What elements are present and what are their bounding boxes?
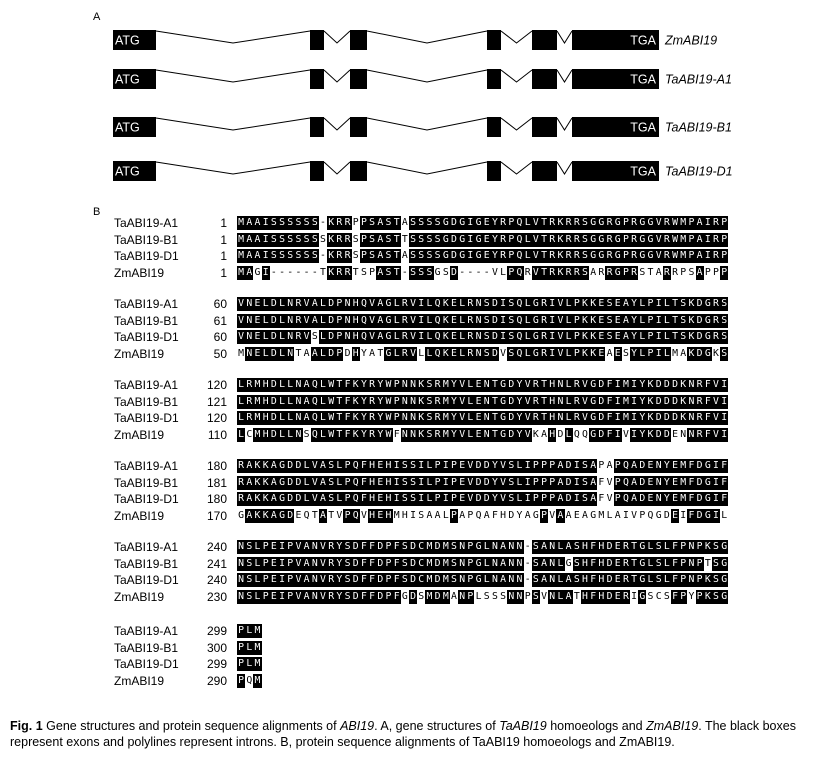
exon-box: [350, 161, 367, 181]
start-codon-label: ATG: [115, 33, 140, 48]
intron-line: [324, 31, 350, 43]
sequence-position: 299: [206, 657, 227, 671]
sequence-residues: L R M H D L L N A Q L W T F K Y R Y W P N N K S R M Y V L E N T G D Y V R T H N L R V G D F I M I Y K D D D K N R F V I: [238, 395, 728, 407]
sequence-position: 299: [206, 624, 227, 638]
sequence-name: TaABI19-D1: [114, 249, 179, 263]
exon-box: [532, 161, 557, 181]
intron-line: [367, 70, 487, 82]
sequence-name: TaABI19-B1: [114, 394, 179, 409]
exon-box: [487, 161, 501, 181]
sequence-name: TaABI19-B1: [114, 232, 179, 247]
sequence-name: TaABI19-B1: [114, 313, 179, 328]
intron-line: [324, 162, 350, 174]
sequence-name: TaABI19-B1: [114, 475, 179, 490]
stop-codon-label: TGA: [630, 33, 656, 48]
exon-box: [487, 69, 501, 89]
exon-box: [350, 69, 367, 89]
gene-name-label: TaABI19-B1: [665, 120, 732, 135]
sequence-position: 181: [206, 475, 227, 490]
sequence-position: 1: [220, 249, 227, 263]
intron-line: [367, 118, 487, 130]
sequence-residues: P Q M: [238, 674, 261, 686]
exon-box: [310, 69, 324, 89]
sequence-residues: P L M: [238, 625, 261, 636]
exon-box: [532, 69, 557, 89]
exon-box: [532, 117, 557, 137]
sequence-position: 1: [220, 232, 227, 247]
exon-box: [350, 117, 367, 137]
sequence-position: 241: [206, 556, 227, 571]
gene-name-label: TaABI19-D1: [665, 164, 733, 179]
sequence-residues: G A K K A G D E Q T A T V P Q V H E H M H I S A A L P A P Q A F H D Y A G P V A A E A G M L A I V P Q G D E I F D G I L: [238, 509, 728, 521]
sequence-position: 60: [213, 330, 227, 344]
sequence-residues: P L M: [238, 658, 261, 669]
sequence-residues: N S L P E I P V A N V R Y S D F F D P F S D C M D M S N P G L N A N N - S A N L A S H F H D E R T G L S L F P N P K S G: [238, 574, 728, 585]
sequence-position: 120: [206, 411, 227, 425]
intron-line: [501, 70, 532, 82]
stop-codon-label: TGA: [630, 72, 656, 87]
exon-box: [487, 117, 501, 137]
intron-line: [156, 162, 310, 174]
stop-codon-label: TGA: [630, 120, 656, 135]
exon-box: [350, 30, 367, 50]
sequence-position: 290: [206, 673, 227, 688]
sequence-name: ZmABI19: [114, 673, 165, 688]
sequence-name: TaABI19-D1: [114, 411, 179, 425]
sequence-name: TaABI19-A1: [114, 459, 179, 473]
sequence-name: TaABI19-A1: [114, 216, 179, 230]
intron-line: [324, 70, 350, 82]
sequence-position: 300: [206, 640, 227, 655]
sequence-name: TaABI19-A1: [114, 624, 179, 638]
sequence-residues: M N E L D L N T A A L D P D H Y A T G L R V L L Q K E L R N S D V S Q L G R I V L P K K E A E S Y L P I L M A K D G K S: [238, 347, 728, 359]
sequence-name: ZmABI19: [114, 508, 165, 523]
sequence-position: 50: [213, 346, 227, 361]
sequence-residues: L R M H D L L N A Q L W T F K Y R Y W P N N K S R M Y V L E N T G D Y V R T H N L R V G D F I M I Y K D D D K N R F V I: [238, 412, 728, 423]
sequence-position: 240: [206, 573, 227, 587]
sequence-position: 240: [206, 540, 227, 554]
intron-line: [557, 31, 572, 43]
intron-line: [501, 118, 532, 130]
intron-line: [156, 31, 310, 43]
intron-line: [324, 118, 350, 130]
sequence-residues: L C M H D L L N S Q L W T F K Y R Y W F N N K S R M Y V L E N T G D Y V K A H D L Q Q G D F I V I Y K D D E N N R F V I: [238, 428, 728, 440]
sequence-position: 61: [213, 313, 227, 328]
gene-model-TaABI19-A1: [113, 69, 732, 89]
gene-model-TaABI19-D1: [113, 161, 733, 181]
sequence-residues: V N E L D L N R V A L D P N H Q V A G L R V I L Q K E L R N S D I S Q L G R I V L P K K E S E A Y L P I L T S K D G R S: [238, 314, 728, 326]
sequence-residues: M A A I S S S S S S S K R R S P S A S T T S S S S G D G I G E Y R P Q L V T R K R R S G G R G P R G G V R W M P A I R P: [238, 233, 728, 245]
sequence-name: TaABI19-D1: [114, 330, 179, 344]
start-codon-label: ATG: [115, 120, 140, 135]
sequence-name: TaABI19-B1: [114, 640, 179, 655]
sequence-residues: P L M: [238, 641, 261, 653]
gene-name-label: ZmABI19: [665, 33, 718, 48]
sequence-name: TaABI19-D1: [114, 657, 179, 671]
exon-box: [487, 30, 501, 50]
sequence-residues: R A K K A G D D L V A S L P Q F H E H I S S I L P I P E V D D Y V S L I P P P A D I S A F V P Q A D E N Y E M F D G I F: [238, 476, 728, 488]
sequence-name: TaABI19-A1: [114, 378, 179, 392]
start-codon-label: ATG: [115, 164, 140, 179]
panel-a-label: A: [93, 11, 101, 23]
intron-line: [557, 70, 572, 82]
sequence-residues: R A K K A G D D L V A S L P Q F H E H I S S I L P I P E V D D Y V S L I P P P A D I S A P A P Q A D E N Y E M F D G I F: [238, 460, 728, 471]
intron-line: [156, 70, 310, 82]
intron-line: [156, 118, 310, 130]
sequence-residues: M A A I S S S S S S - K R R S P S A S T A S S S S G D G I G E Y R P Q L V T R K R R S G G R G P R G G V R W M P A I R P: [238, 250, 728, 261]
gene-model-ZmABI19: [113, 30, 717, 50]
sequence-position: 170: [206, 508, 227, 523]
intron-line: [367, 162, 487, 174]
sequence-residues: V N E L D L N R V S L D P N H Q V A G L R V I L Q K E L R N S D I S Q L G R I V L P K K E S E A Y L P I L T S K D G R S: [238, 331, 728, 342]
sequence-residues: M A G I - - - - - - T K R R T S P A S T - S S S G S D - - - - V L P Q R V T R K R R S A R R G P R S T A R R P S A P P P: [238, 266, 728, 278]
sequence-name: TaABI19-B1: [114, 556, 179, 571]
sequence-name: TaABI19-D1: [114, 492, 179, 506]
sequence-name: ZmABI19: [114, 265, 165, 280]
sequence-residues: R A K K A G D D L V A S L P Q F H E H I S S I L P I P E V D D Y V S L I P P P A D I S A F V P Q A D E N Y E M F D G I F: [238, 493, 728, 504]
gene-structure-diagram: [0, 0, 835, 200]
sequence-residues: V N E L D L N R V A L D P N H Q V A G L R V I L Q K E L R N S D I S Q L G R I V L P K K E S E A Y L P I L T S K D G R S: [238, 298, 728, 309]
sequence-position: 1: [220, 216, 227, 230]
sequence-position: 1: [220, 265, 227, 280]
sequence-name: TaABI19-A1: [114, 297, 179, 311]
sequence-position: 120: [206, 378, 227, 392]
sequence-name: TaABI19-D1: [114, 573, 179, 587]
sequence-residues: N S L P E I P V A N V R Y S D F F D P F S D C M D M S N P G L N A N N - S A N L A S H F H D E R T G L S L F P N P K S G: [238, 541, 728, 552]
sequence-name: ZmABI19: [114, 589, 165, 604]
sequence-position: 121: [206, 394, 227, 409]
panel-b-label: B: [93, 206, 101, 218]
exon-box: [532, 30, 557, 50]
sequence-position: 230: [206, 589, 227, 604]
figure-caption: Fig. 1 Gene structures and protein sequence alignments of ABI19. A, gene structures of TaABI19 homoeologs and ZmABI19. The black boxes represent exons and polylines represent introns. B, protein sequence alignments of TaABI19 homoeologs and ZmABI19.: [10, 719, 796, 749]
sequence-residues: N S L P E I P V A N V R Y S D F F D P F S D C M D M S N P G L N A N N - S A N L G S H F H D E R T G L S L F P N P T S G: [238, 557, 728, 569]
sequence-residues: N S L P E I P V A N V R Y S D F F D P F G D S M D M A N P L S S S N N P S V N L A T H F H D E R I G S C S F P Y P K S G: [238, 590, 728, 602]
sequence-name: ZmABI19: [114, 427, 165, 442]
sequence-residues: L R M H D L L N A Q L W T F K Y R Y W P N N K S R M Y V L E N T G D Y V R T H N L R V G D F I M I Y K D D D K N R F V I: [238, 379, 728, 390]
gene-model-TaABI19-B1: [113, 117, 732, 137]
sequence-position: 60: [213, 297, 227, 311]
intron-line: [557, 162, 572, 174]
start-codon-label: ATG: [115, 72, 140, 87]
sequence-position: 180: [206, 492, 227, 506]
stop-codon-label: TGA: [630, 164, 656, 179]
caption-fig-label: Fig. 1: [10, 719, 43, 733]
exon-box: [310, 117, 324, 137]
intron-line: [367, 31, 487, 43]
exon-box: [310, 161, 324, 181]
sequence-position: 110: [207, 427, 227, 442]
sequence-position: 180: [206, 459, 227, 473]
exon-box: [310, 30, 324, 50]
intron-line: [501, 31, 532, 43]
intron-line: [501, 162, 532, 174]
sequence-name: TaABI19-A1: [114, 540, 179, 554]
gene-name-label: TaABI19-A1: [665, 72, 732, 87]
intron-line: [557, 118, 572, 130]
sequence-name: ZmABI19: [114, 346, 165, 361]
sequence-residues: M A A I S S S S S S - K R R P P S A S T A S S S S G D G I G E Y R P Q L V T R K R R S G G R G P R G G V R W M P A I R P: [238, 217, 728, 228]
